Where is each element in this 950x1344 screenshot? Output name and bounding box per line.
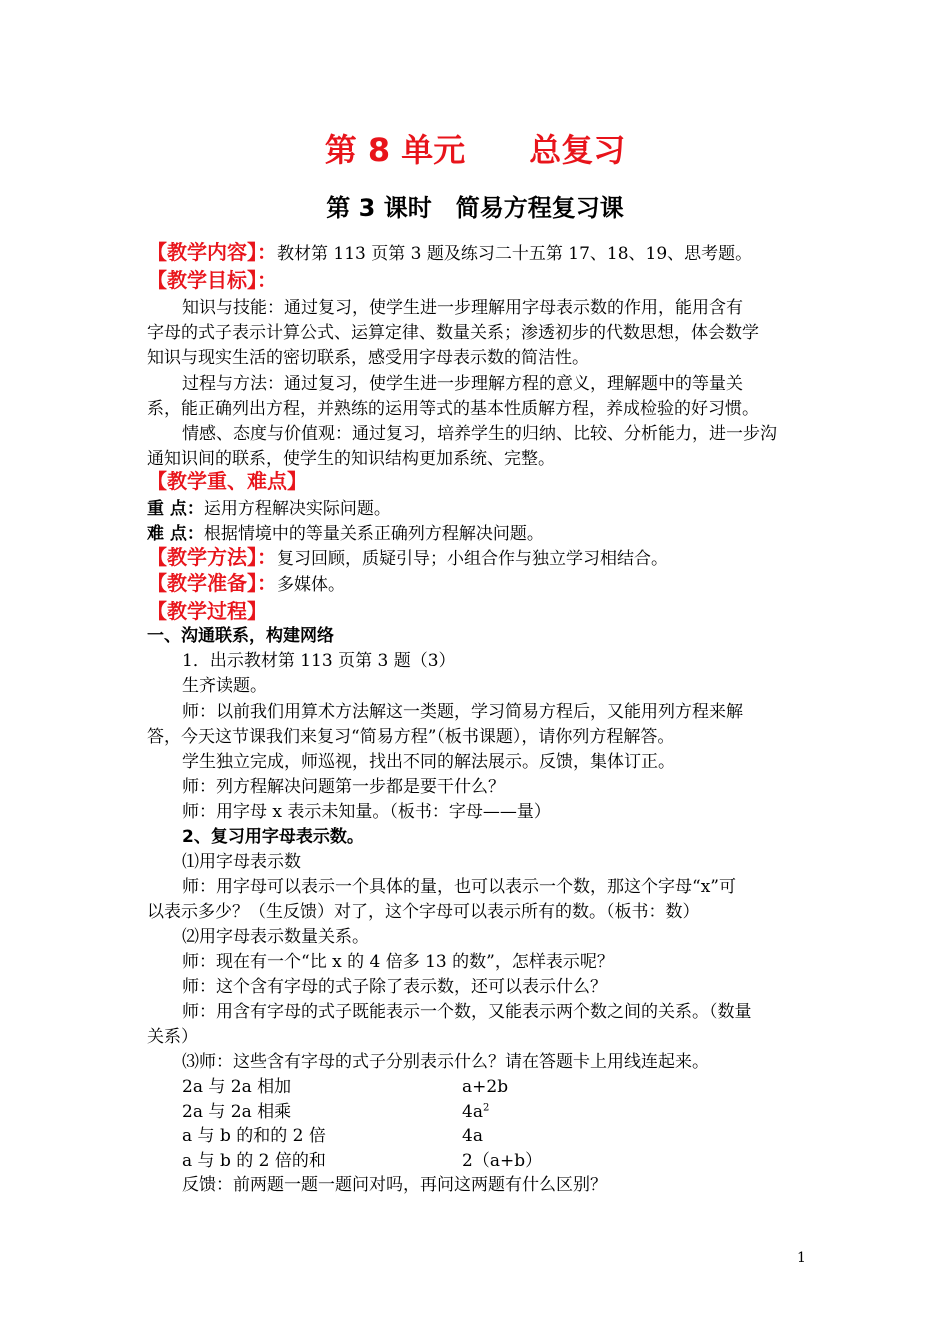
methods-line <box>147 545 668 571</box>
goals-heading: 【教学目标】： <box>147 268 277 292</box>
lesson-subtitle: 第 3 课时 简易方程复习课 <box>326 194 624 222</box>
goals-process-1: 过程与方法：通过复习，使学生进一步理解方程的意义，理解题中的等量关 <box>182 374 743 394</box>
match-left-item: 2a 与 2a 相乘 <box>182 1102 292 1122</box>
process-line: 师：以前我们用算术方法解这一类题，学习简易方程后，又能用列方程来解 <box>182 702 743 722</box>
page-title: 第 8 单元 总复习 <box>324 131 626 169</box>
prep-heading: 【教学准备】： <box>147 571 277 595</box>
methods-text: 复习回顾，质疑引导；小组合作与独立学习相结合。 <box>277 549 668 569</box>
goals-knowledge-1: 知识与技能：通过复习，使学生进一步理解用字母表示数的作用，能用含有 <box>182 298 743 318</box>
goals-knowledge-3: 知识与现实生活的密切联系，感受用字母表示数的简洁性。 <box>147 348 589 368</box>
goals-attitude-2: 通知识间的联系，使学生的知识结构更加系统、完整。 <box>147 449 555 469</box>
content-text: 教材第 113 页第 3 题及练习二十五第 17、18、19、思考题。 <box>277 244 753 264</box>
methods-heading: 【教学方法】： <box>147 545 277 569</box>
match-left-item: a 与 b 的 2 倍的和 <box>182 1151 326 1171</box>
hard-point-text: 根据情境中的等量关系正确列方程解决问题。 <box>203 524 544 544</box>
match-right-item-squared <box>462 1100 489 1124</box>
key-point-line <box>147 497 391 521</box>
key-point-text: 运用方程解决实际问题。 <box>203 499 391 519</box>
hard-point-line <box>147 522 544 546</box>
section-2-heading: 2、复习用字母表示数。 <box>182 827 364 847</box>
content-line <box>147 240 752 266</box>
process-line: 师：用含有字母的式子既能表示一个数，又能表示两个数之间的关系。（数量 <box>182 1002 752 1022</box>
match-right-item: 4a <box>462 1126 483 1146</box>
process-line: 学生独立完成，师巡视，找出不同的解法展示。反馈，集体订正。 <box>182 752 675 772</box>
match-right-item: a+2b <box>462 1077 509 1097</box>
goals-knowledge-2: 字母的式子表示计算公式、运算定律、数量关系；渗透初步的代数思想，体会数学 <box>147 323 759 343</box>
goals-process-2: 系，能正确列出方程，并熟练的运用等式的基本性质解方程，养成检验的好习惯。 <box>147 399 759 419</box>
process-line: 反馈：前两题一题一题问对吗，再问这两题有什么区别？ <box>182 1175 607 1195</box>
section-1-heading: 一、沟通联系，构建网络 <box>147 626 334 646</box>
goals-attitude-1: 情感、态度与价值观：通过复习，培养学生的归纳、比较、分析能力，进一步沟 <box>182 424 777 444</box>
prep-text: 多媒体。 <box>277 575 345 595</box>
process-line: 师：用字母可以表示一个具体的量，也可以表示一个数，那这个字母“x”可 <box>182 877 736 897</box>
process-line: ⑴用字母表示数 <box>182 852 301 872</box>
match-left-item: 2a 与 2a 相加 <box>182 1077 292 1097</box>
process-line: 师：用字母 x 表示未知量。（板书：字母——量） <box>182 802 551 822</box>
match-right-base: 4a <box>462 1102 483 1122</box>
page-number: 1 <box>797 1250 806 1266</box>
process-line: 关系） <box>147 1027 198 1047</box>
keypoints-heading: 【教学重、难点】 <box>147 469 307 493</box>
prep-line <box>147 571 345 597</box>
hard-point-label: 难 点： <box>147 524 204 544</box>
key-point-label: 重 点： <box>147 499 204 519</box>
process-line: 1．出示教材第 113 页第 3 题（3） <box>182 651 456 671</box>
process-line: 以表示多少？（生反馈）对了，这个字母可以表示所有的数。（板书：数） <box>147 902 700 922</box>
process-line: 师：列方程解决问题第一步都是要干什么？ <box>182 777 505 797</box>
process-line: 答，今天这节课我们来复习“简易方程”（板书课题），请你列方程解答。 <box>147 727 675 747</box>
process-line: ⑵用字母表示数量关系。 <box>182 927 369 947</box>
content-heading: 【教学内容】： <box>147 240 277 264</box>
process-line: ⑶师：这些含有字母的式子分别表示什么？请在答题卡上用线连起来。 <box>182 1052 709 1072</box>
match-left-item: a 与 b 的和的 2 倍 <box>182 1126 326 1146</box>
process-line: 生齐读题。 <box>182 676 267 696</box>
process-line: 师：这个含有字母的式子除了表示数，还可以表示什么？ <box>182 977 607 997</box>
match-right-item: 2（a+b） <box>462 1151 543 1171</box>
process-line: 师：现在有一个“比 x 的 4 倍多 13 的数”，怎样表示呢？ <box>182 952 614 972</box>
process-heading: 【教学过程】 <box>147 599 267 623</box>
match-right-exponent: 2 <box>482 1102 490 1114</box>
